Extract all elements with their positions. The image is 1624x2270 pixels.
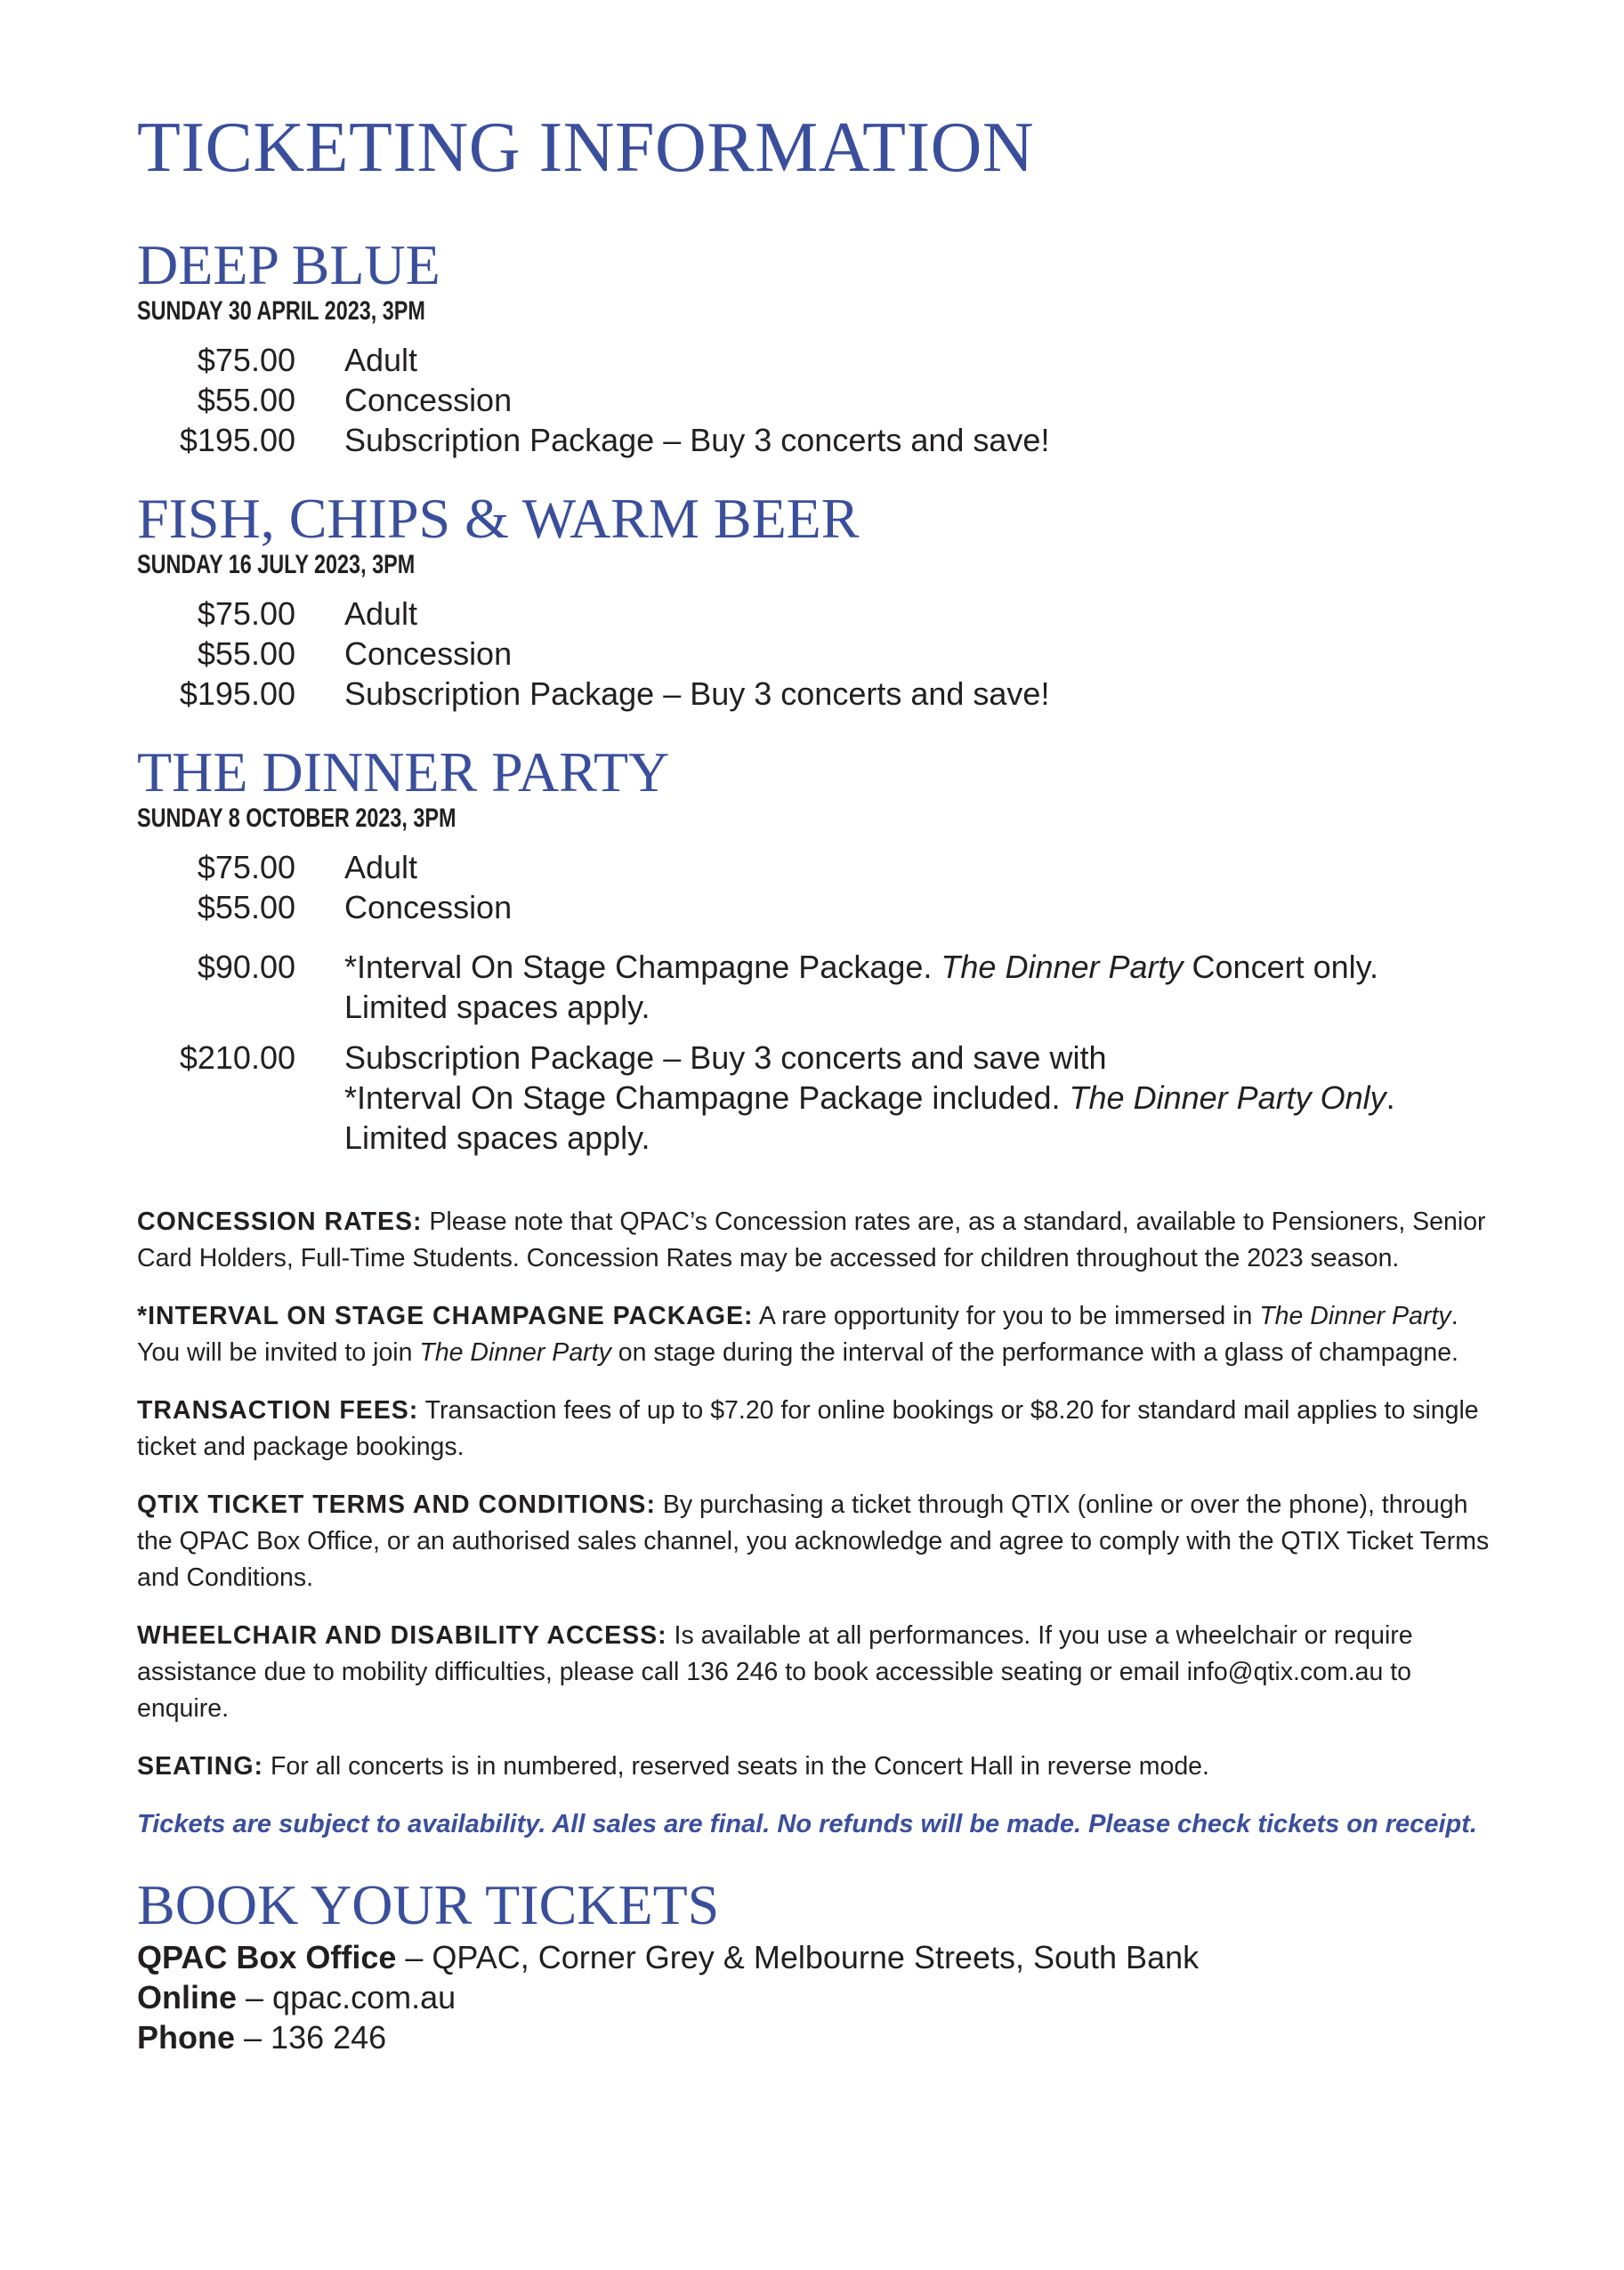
price-row: [137, 340, 1507, 380]
book-online: Online – qpac.com.au: [137, 1979, 456, 2016]
price-value: $55.00: [197, 635, 295, 672]
price-value: $90.00: [197, 949, 295, 985]
subscription-line1: Subscription Package – Buy 3 concerts and save with: [344, 1039, 1107, 1076]
page-title: TICKETING INFORMATION: [137, 109, 1035, 187]
price-list: [137, 594, 1507, 714]
book-label: Phone: [137, 2019, 236, 2056]
notes-section: [137, 1204, 1490, 1843]
price-value: $75.00: [197, 595, 295, 632]
event-title: DEEP BLUE: [137, 233, 440, 296]
price-row-subscription: [137, 1038, 1507, 1158]
price-desc: [295, 947, 1378, 1027]
price-value: $75.00: [197, 849, 295, 885]
note-fees: [137, 1393, 1490, 1466]
price-value: $195.00: [179, 422, 295, 458]
price-list: [137, 340, 1507, 460]
price-list: [137, 847, 1507, 1158]
price-row: [137, 380, 1507, 420]
book-label: Online: [137, 1979, 238, 2016]
price-desc: Subscription Package – Buy 3 concerts and save!: [344, 675, 1050, 712]
note-label: WHEELCHAIR AND DISABILITY ACCESS:: [137, 1621, 667, 1650]
note-seating: [137, 1749, 1490, 1785]
book-label: QPAC Box Office: [137, 1939, 397, 1975]
price-value: $210.00: [179, 1039, 295, 1076]
note-label: *INTERVAL ON STAGE CHAMPAGNE PACKAGE:: [137, 1302, 754, 1330]
book-title: BOOK YOUR TICKETS: [137, 1873, 720, 1936]
subscription-line3: Limited spaces apply.: [344, 1119, 650, 1156]
subscription-line2: *Interval On Stage Champagne Package included. The Dinner Party Only.: [344, 1079, 1395, 1116]
price-desc: Adult: [344, 849, 418, 885]
price-desc: [295, 1038, 1395, 1158]
champagne-line2: Limited spaces apply.: [344, 989, 650, 1025]
note-label: TRANSACTION FEES:: [137, 1396, 419, 1425]
event-dinner-party: [137, 742, 1507, 1158]
price-row: [137, 847, 1507, 887]
price-row-champagne: [137, 947, 1507, 1027]
note-text: Please note that QPAC’s Concession rates are, as a standard, available to Pensioners, Senior Card Holders, Full-Time Students. Concession Rates may be accessed for children throughout the 2023 season.: [137, 1208, 1486, 1272]
price-row: [137, 634, 1507, 674]
price-row: [137, 594, 1507, 634]
price-row: [137, 420, 1507, 460]
price-value: $75.00: [197, 342, 295, 378]
event-title: THE DINNER PARTY: [137, 740, 670, 804]
event-date: SUNDAY 30 APRIL 2023, 3PM: [137, 296, 425, 326]
ticketing-page: [137, 105, 1507, 2057]
price-desc: Subscription Package – Buy 3 concerts and save!: [344, 422, 1050, 458]
price-desc: Adult: [344, 595, 418, 632]
book-box-office: QPAC Box Office – QPAC, Corner Grey & Melbourne Streets, South Bank: [137, 1939, 1200, 1975]
event-date: SUNDAY 8 OCTOBER 2023, 3PM: [137, 804, 456, 833]
price-value: $195.00: [179, 675, 295, 712]
price-value: $55.00: [197, 382, 295, 418]
price-desc: Concession: [344, 889, 513, 925]
event-deep-blue: [137, 235, 1507, 460]
note-text: By purchasing a ticket through QTIX (online or over the phone), through the QPAC Box Office, or an authorised sales channel, you acknowledge and agree to comply with the QTIX Ticket Terms and Conditions.: [137, 1490, 1490, 1592]
note-text: For all concerts is in numbered, reserved seats in the Concert Hall in reverse mode.: [263, 1752, 1209, 1781]
price-value: $55.00: [197, 889, 295, 925]
disclaimer: Tickets are subject to availability. All sales are final. No refunds will be made. Please check tickets on receipt.: [137, 1810, 1477, 1838]
note-concession: [137, 1204, 1490, 1277]
note-text: Is available at all performances. If you use a wheelchair or require assistance due to mobility difficulties, please call 136 246 to book accessible seating or email info@qtix.com.au to enquire.: [137, 1621, 1413, 1723]
note-champagne: *INTERVAL ON STAGE CHAMPAGNE PACKAGE: A rare opportunity for you to be immersed in The Dinner Party. You will be invited to join The Dinner Party on stage during the interval of the performance with a glass of champagne.: [137, 1302, 1458, 1367]
price-desc: Concession: [344, 635, 513, 672]
book-phone: Phone – 136 246: [137, 2019, 387, 2056]
event-fish-chips: [137, 489, 1507, 714]
price-desc: Concession: [344, 382, 513, 418]
event-title: FISH, CHIPS & WARM BEER: [137, 487, 860, 550]
note-terms: [137, 1487, 1490, 1596]
price-row: [137, 674, 1507, 714]
note-label: SEATING:: [137, 1752, 264, 1781]
note-label: QTIX TICKET TERMS AND CONDITIONS:: [137, 1490, 656, 1519]
note-label: CONCESSION RATES:: [137, 1208, 423, 1236]
note-access: [137, 1618, 1490, 1727]
champagne-line1: *Interval On Stage Champagne Package. The Dinner Party Concert only.: [344, 949, 1378, 985]
price-desc: Adult: [344, 342, 418, 378]
event-date: SUNDAY 16 JULY 2023, 3PM: [137, 550, 416, 579]
note-text: Transaction fees of up to $7.20 for online bookings or $8.20 for standard mail applies to single ticket and package bookings.: [137, 1396, 1479, 1461]
price-row: [137, 887, 1507, 927]
